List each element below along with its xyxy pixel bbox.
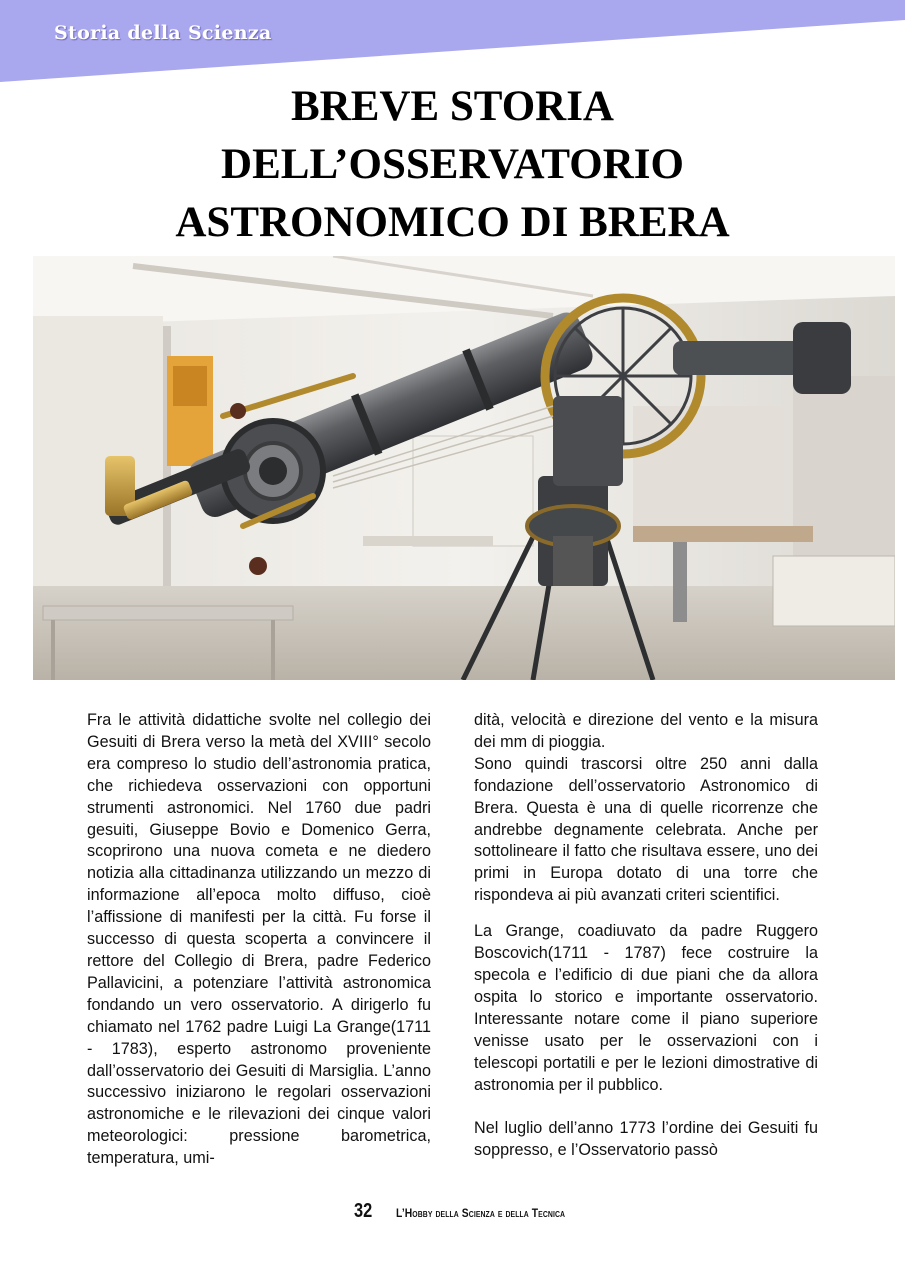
telescope-illustration [33, 256, 895, 680]
left-paragraph-1: Fra le attività didattiche svolte nel collegio dei Gesuiti di Brera verso la metà del XVIII° secolo era compreso lo studio dell’astronomia pratica, che richiedeva osservazioni con opportuni strumenti astronomici. Nel 1760 due padri gesuiti, Giuseppe Bovio e Domenico Gerra, scoprirono una nuova cometa e ne diedero notizia alla cittadinanza utilizzando un mezzo di informazione all’epoca molto diffuso, cioè l’affissione di manifesti per la città. Fu forse il successo di questa scoperta a convincere il rettore del Collegio di Brera, padre Federico Pallavicini, a potenziare l’attività astronomica fondando un vero osservatorio. A dirigerlo fu chiamato nel 1762 padre Luigi La Grange(1711 - 1783), esperto astronomo proveniente dall’osservatorio dei Gesuiti di Marsiglia. L’anno successivo iniziarono le regolari osservazioni astronomiche e le rilevazioni dei cinque valori meteorologici: pressione barometrica, temperatura, umi- [87, 711, 431, 1168]
telescope-photo [33, 256, 895, 680]
article-left-column [87, 710, 431, 1170]
title-line-3: ASTRONOMICO DI BRERA [175, 199, 730, 246]
title-line-2: DELL’OSSERVATORIO [221, 141, 684, 188]
right-paragraph-2: Sono quindi trascorsi oltre 250 anni dalla fondazione dell’osservatorio Astronomico di Brera. Questa è una di quelle ricorrenze che andrebbe degnamente celebrata. Anche per sottolineare il fatto che risultava essere, uno dei primi in Europa dotato di una torre che rispondeva ai più avanzati criteri scientifici. [474, 754, 818, 905]
page-number: 32 [354, 1200, 373, 1222]
magazine-title: L’Hobby della Scienza e della Tecnica [396, 1206, 566, 1220]
paragraph-gap [474, 907, 818, 921]
title-line-1: BREVE STORIA [290, 83, 614, 130]
right-paragraph-4: Nel luglio dell’anno 1773 l’ordine dei Gesuiti fu soppresso, e l’Osservatorio passò [474, 1119, 818, 1160]
paragraph-gap [474, 1096, 818, 1118]
article-title [0, 78, 905, 252]
right-paragraph-3: La Grange, coadiuvato da padre Ruggero Boscovich(1711 - 1787) fece costruire la specola e l’edificio di due piani che da allora ospita lo storico e importante osservatorio. Interessante notare come il piano superiore venisse usato per le osservazioni con i telescopi portatili e per le lezioni dimostrative di astronomia per il pubblico. [474, 922, 818, 1094]
article-right-column [474, 710, 818, 1162]
header-band [0, 0, 905, 82]
right-paragraph-1: dità, velocità e direzione del vento e la misura dei mm di pioggia. [474, 711, 818, 751]
section-label: Storia della Scienza [54, 22, 272, 44]
